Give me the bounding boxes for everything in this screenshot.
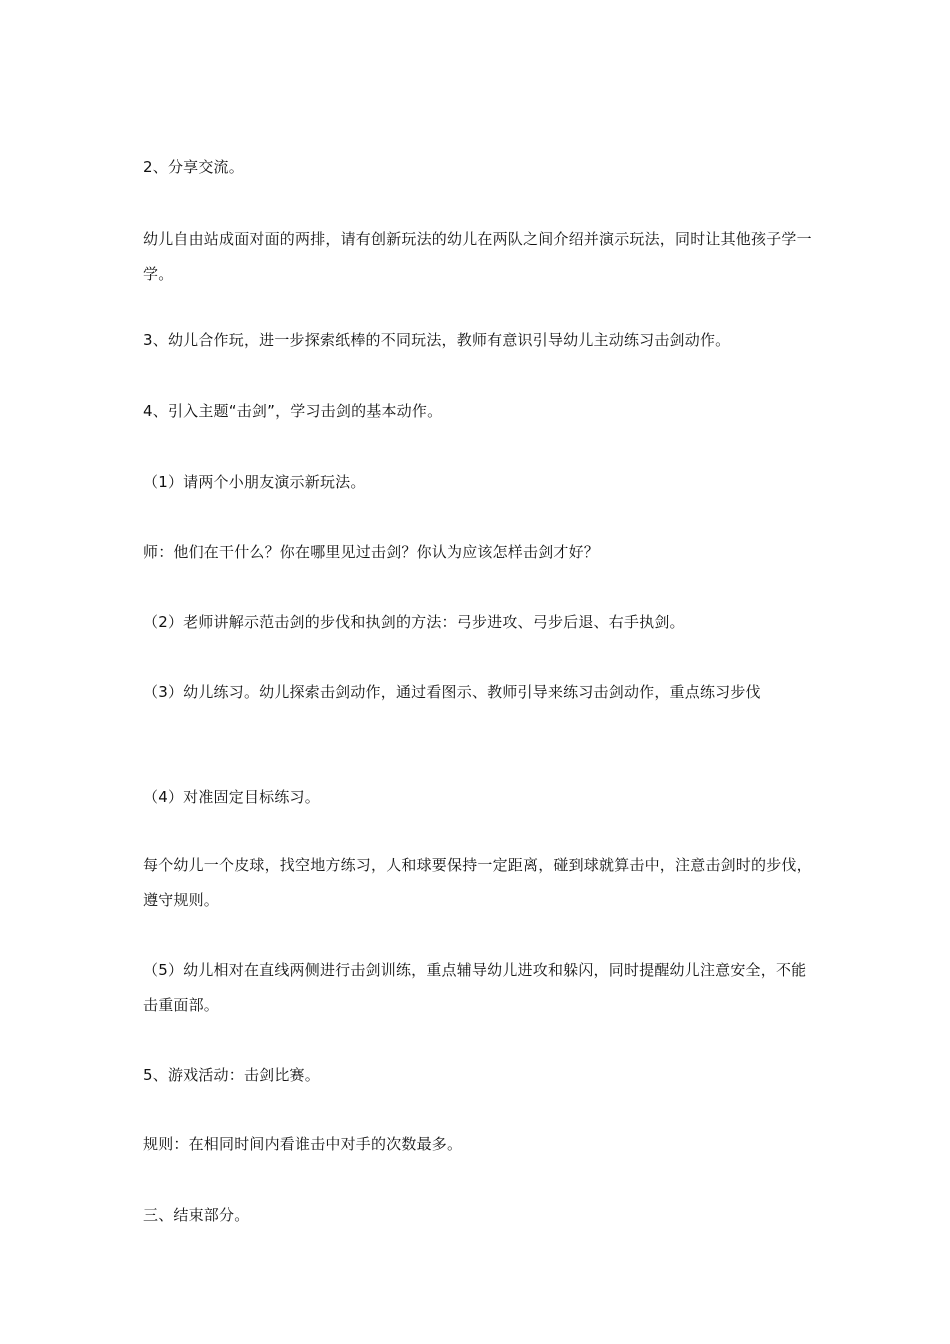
step-1-demo: （1）请两个小朋友演示新玩法。 bbox=[143, 473, 366, 491]
paragraph-ball-practice: 每个幼儿一个皮球，找空地方练习，人和球要保持一定距离，碰到球就算击中，注意击剑时的步伐，遵守规则。 bbox=[143, 856, 812, 909]
step-2-explain: （2）老师讲解示范击剑的步伐和执剑的方法：弓步进攻、弓步后退、右手执剑。 bbox=[143, 613, 685, 631]
section-heading-ending: 三、结束部分。 bbox=[143, 1206, 250, 1224]
step-3-practice: （3）幼儿练习。幼儿探索击剑动作，通过看图示、教师引导来练习击剑动作，重点练习步伐 bbox=[143, 683, 761, 701]
game-rules: 规则：在相同时间内看谁击中对手的次数最多。 bbox=[143, 1135, 463, 1153]
section-heading-game: 5、游戏活动：击剑比赛。 bbox=[143, 1066, 320, 1084]
section-heading-theme: 4、引入主题“击剑”，学习击剑的基本动作。 bbox=[143, 402, 443, 420]
paragraph-share-description: 幼儿自由站成面对面的两排，请有创新玩法的幼儿在两队之间介绍并演示玩法，同时让其他孩子学一学。 bbox=[143, 230, 812, 283]
step-4-target: （4）对准固定目标练习。 bbox=[143, 788, 320, 806]
step-5-training: （5）幼儿相对在直线两侧进行击剑训练，重点辅导幼儿进攻和躲闪，同时提醒幼儿注意安全，不能击重面部。 bbox=[143, 961, 807, 1014]
section-heading-share: 2、分享交流。 bbox=[143, 158, 244, 176]
section-heading-cooperate: 3、幼儿合作玩，进一步探索纸棒的不同玩法，教师有意识引导幼儿主动练习击剑动作。 bbox=[143, 331, 731, 349]
teacher-questions: 师：他们在干什么？你在哪里见过击剑？你认为应该怎样击剑才好？ bbox=[143, 543, 600, 561]
